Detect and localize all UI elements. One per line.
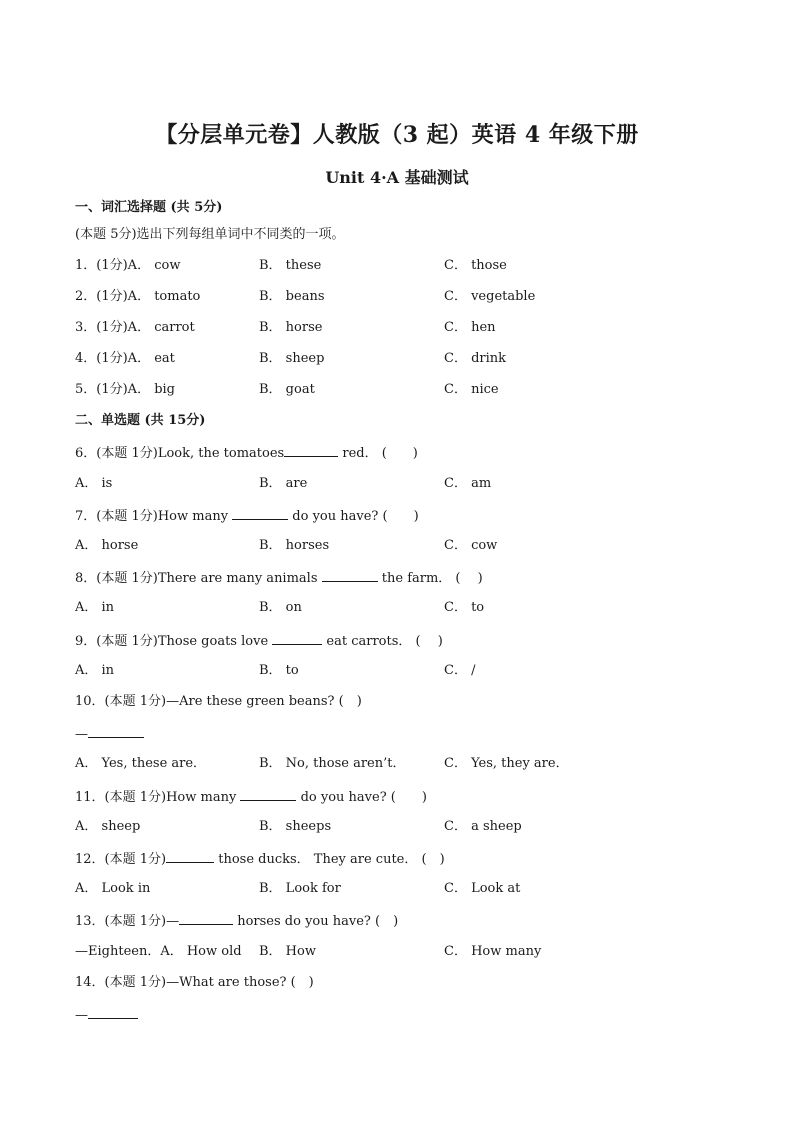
question-7-option-a: A． horse (75, 538, 139, 553)
question-14-stem: 14．(本题 1分)—What are those? ( ) (75, 975, 314, 990)
question-11-option-c: C． a sheep (444, 819, 522, 834)
question-8-text-end: the farm． ( ) (377, 571, 483, 586)
question-1-option-b: B． these (259, 258, 322, 273)
question-9-stem (75, 632, 443, 650)
question-6-text-start: 6．(本题 1分)Look, the tomatoes (75, 446, 285, 461)
question-9-option-c: C． / (444, 663, 476, 678)
question-13-option-c: C． How many (444, 944, 542, 959)
question-2-option-c: C． vegetable (444, 289, 536, 304)
answer-blank (88, 1006, 138, 1019)
question-12-option-c: C． Look at (444, 881, 521, 896)
question-10-option-c: C． Yes, they are． (444, 756, 569, 771)
question-12-option-b: B． Look for (259, 881, 341, 896)
answer-blank (166, 850, 214, 863)
question-7-option-b: B． horses (259, 538, 330, 553)
answer-blank (284, 444, 338, 457)
question-7-stem (75, 507, 419, 525)
question-12-text-end: those ducks． They are cute． ( ) (214, 852, 445, 867)
answer-blank (88, 725, 144, 738)
question-10-response (75, 725, 144, 743)
question-2-option-b: B． beans (259, 289, 325, 304)
question-5-option-c: C． nice (444, 382, 499, 397)
question-6-option-a: A． is (75, 476, 113, 491)
answer-blank (179, 912, 233, 925)
dash: — (75, 1008, 88, 1023)
question-5-option-a: 5．(1分)A． big (75, 382, 176, 397)
question-1-option-c: C． those (444, 258, 507, 273)
question-13-text-start: 13．(本题 1分)— (75, 914, 180, 929)
question-6-stem (75, 444, 418, 462)
question-3-option-b: B． horse (259, 320, 323, 335)
question-8-stem (75, 569, 483, 587)
question-13-option-b: B． How (259, 944, 316, 959)
question-12-stem (75, 850, 445, 868)
question-6-option-b: B． are (259, 476, 308, 491)
question-6-option-c: C． am (444, 476, 492, 491)
question-2-option-a: 2．(1分)A． tomato (75, 289, 201, 304)
question-3-option-a: 3．(1分)A． carrot (75, 320, 195, 335)
question-9-option-b: B． to (259, 663, 299, 678)
question-6-text-end: red． ( ) (338, 446, 418, 461)
question-10-stem: 10．(本题 1分)—Are these green beans? ( ) (75, 694, 362, 709)
answer-blank (272, 632, 322, 645)
page-title: 【分层单元卷】人教版（3 起）英语 4 年级下册 (155, 122, 639, 148)
question-14-response (75, 1006, 138, 1024)
answer-blank (240, 788, 296, 801)
section-2-heading: 二、单选题 (共 15分) (75, 413, 206, 428)
question-11-text-end: do you have? ( ) (296, 790, 427, 805)
question-4-option-b: B． sheep (259, 351, 325, 366)
question-7-option-c: C． cow (444, 538, 498, 553)
question-7-text-start: 7．(本题 1分)How many (75, 509, 233, 524)
question-13-stem (75, 912, 398, 930)
question-8-option-b: B． on (259, 600, 302, 615)
question-1-option-a: 1．(1分)A． cow (75, 258, 181, 273)
dash: — (75, 727, 88, 742)
question-7-text-end: do you have? ( ) (288, 509, 419, 524)
question-12-text-start: 12．(本题 1分) (75, 852, 167, 867)
question-11-stem (75, 788, 427, 806)
question-13-option-a: —Eighteen．A． How old (75, 944, 242, 959)
question-11-text-start: 11．(本题 1分)How many (75, 790, 241, 805)
question-4-option-c: C． drink (444, 351, 507, 366)
question-10-option-a: A． Yes, these are． (75, 756, 207, 771)
answer-blank (322, 569, 378, 582)
question-8-option-c: C． to (444, 600, 485, 615)
page-subtitle: Unit 4·A 基础测试 (325, 168, 469, 187)
question-12-option-a: A． Look in (75, 881, 151, 896)
question-4-option-a: 4．(1分)A． eat (75, 351, 175, 366)
question-9-text-start: 9．(本题 1分)Those goats love (75, 634, 273, 649)
question-9-option-a: A． in (75, 663, 115, 678)
section-1-instruction: (本题 5分)选出下列每组单词中不同类的一项。 (75, 227, 345, 242)
question-11-option-a: A． sheep (75, 819, 141, 834)
section-1-heading: 一、词汇选择题 (共 5分) (75, 200, 223, 215)
question-3-option-c: C． hen (444, 320, 496, 335)
question-8-option-a: A． in (75, 600, 115, 615)
question-5-option-b: B． goat (259, 382, 315, 397)
answer-blank (232, 507, 288, 520)
question-8-text-start: 8．(本题 1分)There are many animals (75, 571, 322, 586)
question-13-text-end: horses do you have? ( ) (233, 914, 399, 929)
question-11-option-b: B． sheeps (259, 819, 332, 834)
question-10-option-b: B． No, those aren’t． (259, 756, 406, 771)
question-9-text-end: eat carrots． ( ) (322, 634, 443, 649)
